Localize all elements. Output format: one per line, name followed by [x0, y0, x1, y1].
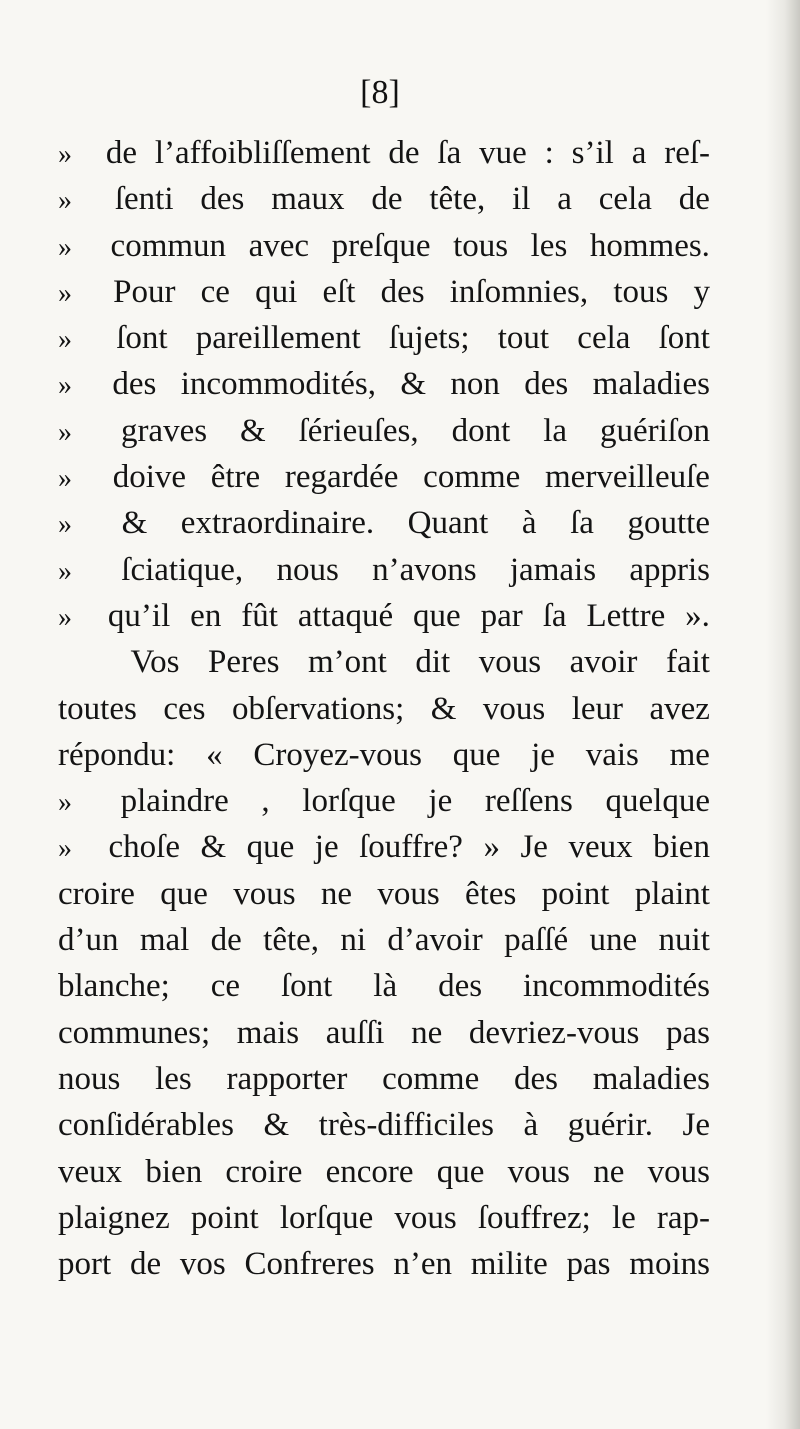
word: il [512, 181, 531, 218]
word: quelque [605, 783, 710, 820]
word: , [261, 783, 270, 820]
text-line [58, 917, 710, 963]
word: je [428, 783, 453, 820]
quote-mark: » [58, 231, 72, 263]
word: de [388, 135, 420, 171]
text-line [58, 269, 710, 315]
word: ». [685, 597, 710, 634]
word: par [480, 597, 523, 634]
word: répondu: [58, 736, 176, 773]
text-line [58, 315, 710, 361]
word: preſque [331, 227, 431, 264]
text-line [58, 1102, 710, 1148]
word: maux [271, 181, 345, 218]
word: comme [382, 1060, 480, 1097]
text-line [58, 547, 710, 593]
word: tous [453, 227, 509, 264]
word: pareillement [195, 320, 361, 357]
text-line [58, 639, 710, 685]
word: ſont [658, 320, 710, 357]
word: & [240, 412, 266, 449]
word: rapporter [226, 1060, 348, 1097]
word: comme [423, 459, 521, 496]
word: tout [497, 320, 550, 357]
word: pas [566, 1246, 611, 1283]
word: devriez-vous [468, 1014, 640, 1051]
quote-mark: » [58, 555, 72, 587]
word: non [450, 366, 500, 403]
text-line [58, 176, 710, 222]
word: très-difficiles [318, 1107, 495, 1144]
word: leur [571, 690, 624, 727]
word: Pour [113, 273, 176, 310]
word: ce [200, 273, 230, 310]
page-number: [8] [360, 74, 400, 111]
word: que [246, 829, 295, 866]
word: vous [233, 875, 296, 912]
word: ſujets; [388, 320, 470, 357]
word: dont [451, 412, 511, 449]
word: regardée [284, 459, 399, 496]
text-line [58, 732, 710, 778]
word: de [105, 135, 138, 171]
word: ſa [542, 597, 567, 634]
word: vos [179, 1246, 226, 1283]
word: ce [210, 968, 241, 1005]
word: des [438, 968, 483, 1005]
word: paſſé [504, 922, 569, 959]
text-line [58, 1149, 710, 1195]
word: a [631, 135, 647, 171]
word: Confreres [244, 1246, 375, 1283]
text-line [58, 871, 710, 917]
word: les [530, 227, 568, 264]
word: vous [482, 690, 546, 727]
word: veux [568, 829, 633, 866]
text-line [58, 454, 710, 500]
word: graves [120, 412, 208, 449]
word: lorſque [279, 1199, 374, 1236]
word: vue [479, 135, 527, 171]
word: merveilleuſe [545, 459, 710, 496]
word: Je [682, 1107, 710, 1144]
word: vais [585, 736, 639, 773]
word: me [669, 736, 710, 773]
quote-mark: » [58, 185, 72, 217]
quote-mark: » [58, 787, 72, 819]
word: mal [139, 922, 190, 959]
quote-mark: » [58, 416, 72, 448]
quote-mark: » [58, 463, 72, 495]
word: l’affoibliſſement [154, 135, 371, 171]
text-line [58, 500, 710, 546]
word: plaindre [120, 783, 229, 820]
word: fait [665, 644, 710, 681]
word: plaignez [58, 1199, 170, 1236]
word: toutes [58, 690, 137, 727]
word: la [543, 412, 568, 449]
quote-mark: » [58, 324, 72, 356]
word: & [121, 505, 148, 542]
word: attaqué [297, 597, 394, 634]
word: blanche; [58, 968, 170, 1005]
text-line [58, 408, 710, 454]
text-line [58, 1195, 710, 1241]
word: ne [411, 1014, 443, 1051]
quote-mark: » [58, 601, 72, 633]
word: hommes. [589, 227, 710, 264]
word: doive [112, 459, 187, 496]
word: vous [394, 1199, 457, 1236]
word: ſouffre? [359, 829, 463, 866]
word: des [380, 273, 425, 310]
quote-mark: » [58, 277, 72, 309]
word: je [531, 736, 555, 773]
word: : [544, 135, 554, 171]
word: nous [58, 1060, 121, 1097]
text-line [58, 1010, 710, 1056]
word: le [611, 1199, 636, 1236]
word: croire [225, 1153, 303, 1190]
word: qui [255, 273, 298, 310]
word: êtes [465, 875, 517, 912]
word: que [413, 597, 461, 634]
word: rap- [656, 1199, 710, 1236]
word: maladies [592, 1060, 710, 1097]
word: milite [470, 1246, 548, 1283]
word: veux [58, 1153, 123, 1190]
word: reſſens [484, 783, 573, 820]
text-line [58, 824, 710, 870]
word: choſe [108, 829, 180, 866]
word: des [200, 181, 245, 218]
word: pas [665, 1014, 710, 1051]
word: de [371, 181, 403, 218]
word: tête, [429, 181, 486, 218]
word: avec [248, 227, 310, 264]
word: jamais [509, 551, 597, 588]
word: n’avons [372, 551, 477, 588]
word: n’en [393, 1246, 452, 1283]
text-line [58, 686, 710, 732]
word: je [314, 829, 339, 866]
word: ſont [116, 320, 168, 357]
word: cela [598, 181, 652, 218]
word: lorſque [302, 783, 396, 820]
word: auſſi [325, 1014, 385, 1051]
word: & [263, 1107, 290, 1144]
word: ni [340, 922, 367, 959]
word: & [200, 829, 227, 866]
word: ne [320, 875, 353, 912]
word: & [400, 366, 427, 403]
word: ces [163, 690, 206, 727]
word: commun [110, 227, 227, 264]
word: eſt [322, 273, 356, 310]
word: ſont [280, 968, 333, 1005]
word: être [210, 459, 261, 496]
word: Quant [407, 505, 489, 542]
word: tête, [263, 922, 320, 959]
page-edge-shadow [766, 0, 800, 1429]
word: une [589, 922, 638, 959]
word: tous [613, 273, 669, 310]
word: des [524, 366, 569, 403]
text-line [58, 593, 710, 639]
word: des [513, 1060, 558, 1097]
quote-mark: » [58, 509, 72, 541]
word: vous [507, 1153, 570, 1190]
word: plaint [634, 875, 710, 912]
word: qu’il [107, 597, 171, 634]
word: » [483, 829, 500, 866]
word: de [210, 922, 242, 959]
word: que [452, 736, 501, 773]
word: là [373, 968, 398, 1005]
word: extraordinaire. [180, 505, 375, 542]
word: s’il [571, 135, 614, 171]
quote-mark: » [58, 370, 72, 402]
word: appris [629, 551, 710, 588]
word: m’ont [308, 644, 387, 681]
word: dit [415, 644, 451, 681]
word: point [541, 875, 610, 912]
word: fût [241, 597, 278, 634]
word: avez [649, 690, 710, 727]
text-line [58, 778, 710, 824]
word: maladies [592, 366, 710, 403]
word: les [155, 1060, 192, 1097]
quote-mark: » [58, 833, 72, 865]
text-line [58, 1241, 710, 1287]
word: que [160, 875, 208, 912]
word: vous [377, 875, 440, 912]
word: ſciatique, [121, 551, 244, 588]
word: vous [478, 644, 542, 681]
word: port [58, 1246, 112, 1283]
word: Vos [130, 644, 180, 681]
text-line [58, 130, 710, 176]
word: Croyez-vous [253, 736, 422, 773]
text-line [58, 223, 710, 269]
word: vous [647, 1153, 710, 1190]
word: ſouffrez; [477, 1199, 591, 1236]
text-line [58, 361, 710, 407]
word: à [521, 505, 537, 542]
word: ſenti [114, 181, 174, 218]
quote-mark: » [58, 139, 72, 170]
word: point [190, 1199, 259, 1236]
word: nuit [658, 922, 710, 959]
word: de [678, 181, 710, 218]
word: incommodités, [180, 366, 376, 403]
word: obſervations; [231, 690, 405, 727]
word: d’avoir [387, 922, 483, 959]
word: ſa [570, 505, 594, 542]
word: ſa [437, 135, 462, 171]
word: « [206, 736, 223, 773]
word: encore [325, 1153, 414, 1190]
word: que [436, 1153, 485, 1190]
word: guériſon [599, 412, 710, 449]
word: mais [236, 1014, 300, 1051]
word: Je [520, 829, 548, 866]
word: bien [145, 1153, 203, 1190]
word: cela [577, 320, 631, 357]
word: inſomnies, [449, 273, 589, 310]
word: reſ- [664, 135, 710, 171]
word: moins [629, 1246, 710, 1283]
word: conſidérables [58, 1107, 234, 1144]
word: a [557, 181, 572, 218]
word: avoir [569, 644, 638, 681]
word: ne [593, 1153, 625, 1190]
word: croire [58, 875, 135, 912]
word: Lettre [586, 597, 666, 634]
text-line [58, 1056, 710, 1102]
word: en [190, 597, 222, 634]
word: Peres [207, 644, 280, 681]
word: de [129, 1246, 162, 1283]
word: incommodités [523, 968, 710, 1005]
word: goutte [627, 505, 710, 542]
body-text [58, 130, 710, 1287]
word: & [430, 690, 457, 727]
word: d’un [58, 922, 119, 959]
word: ſérieuſes, [298, 412, 419, 449]
word: communes; [58, 1014, 211, 1051]
word: y [693, 273, 710, 310]
word: nous [276, 551, 339, 588]
word: guérir. [567, 1107, 653, 1144]
text-line [58, 963, 710, 1009]
word: des [112, 366, 157, 403]
word: à [523, 1107, 539, 1144]
word: bien [653, 829, 710, 866]
